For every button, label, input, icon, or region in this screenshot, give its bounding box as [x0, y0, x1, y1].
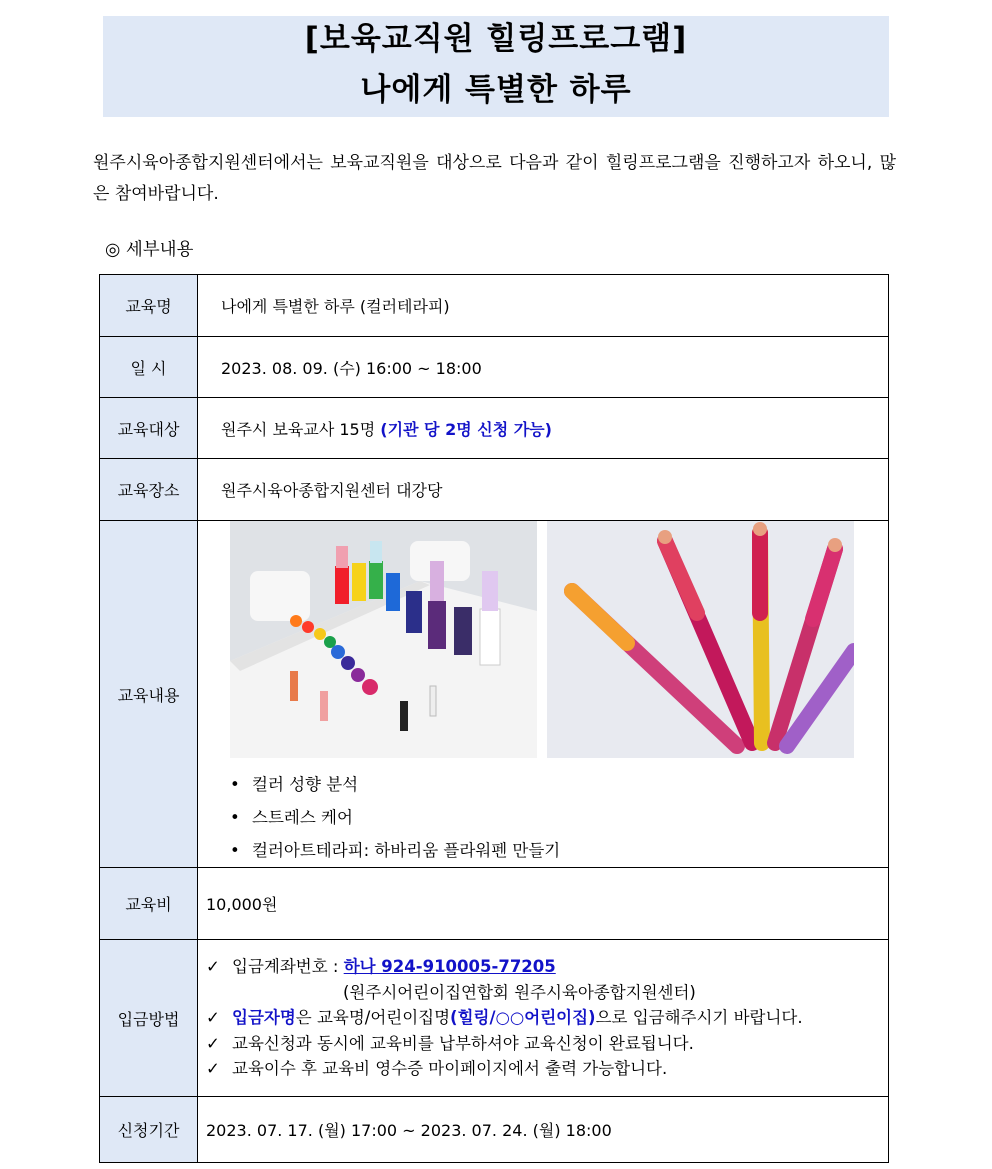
program-subtitle: 나에게 특별한 하루: [360, 72, 632, 108]
account-number: 하나 924-910005-77205: [343, 957, 556, 977]
row-value: 2023. 07. 17. (월) 17:00 ~ 2023. 07. 24. (월) 18:00: [198, 1097, 889, 1163]
row-label: 교육비: [100, 868, 198, 940]
row-label: 교육장소: [100, 459, 198, 521]
row-label: 교육대상: [100, 398, 198, 459]
check-icon: ✓: [206, 1008, 220, 1028]
flower-pens-photo: [547, 521, 854, 758]
list-item: • 컬러 성향 분석: [230, 768, 888, 801]
row-value: 10,000원: [198, 868, 889, 940]
row-value: 2023. 08. 09. (수) 16:00 ~ 18:00: [198, 337, 889, 398]
row-value: 나에게 특별한 하루 (컬러테라피): [198, 275, 889, 337]
program-title: [보육교직원 힐링프로그램]: [304, 21, 688, 57]
table-row: [100, 868, 889, 940]
depositor-example: (힐링/○○어린이집): [450, 1008, 596, 1028]
check-icon: ✓: [206, 1033, 220, 1053]
payment-checklist: [198, 946, 888, 1090]
receipt-note: 교육이수 후 교육비 영수증 마이페이지에서 출력 가능합니다.: [232, 1059, 668, 1079]
depositor-text: 은 교육명/어린이집명: [295, 1008, 451, 1028]
list-item: • 컬러아트테라피: 하바리움 플라워펜 만들기: [230, 834, 888, 867]
photo-area: [198, 521, 888, 768]
table-row: [100, 459, 889, 521]
check-icon: ✓: [206, 1059, 220, 1079]
list-item: [206, 1005, 888, 1031]
account-holder: (원주시어린이집연합회 원주시육아종합지원센터): [343, 982, 696, 1002]
target-note: (기관 당 2명 신청 가능): [380, 419, 552, 439]
row-value: [198, 521, 889, 868]
intro-paragraph: 원주시육아종합지원센터에서는 보육교직원을 대상으로 다음과 같이 힐링프로그램을 진행하고자 하오니, 많은 참여바랍니다.: [93, 153, 896, 204]
table-row: [100, 337, 889, 398]
table-row: [100, 940, 889, 1097]
row-value: [198, 398, 889, 459]
list-item: • 스트레스 케어: [230, 801, 888, 834]
depositor-tail: 으로 입금해주시기 바랍니다.: [595, 1008, 803, 1028]
section-heading: ◎ 세부내용: [105, 240, 194, 260]
title-banner: [103, 16, 889, 117]
table-row: [100, 398, 889, 459]
table-row: [100, 1097, 889, 1163]
row-label: 신청기간: [100, 1097, 198, 1163]
color-bottles-photo: [230, 521, 537, 758]
account-prefix: 입금계좌번호 :: [232, 957, 344, 977]
row-label: 교육내용: [100, 521, 198, 868]
list-item: [206, 1031, 888, 1057]
row-value: 원주시육아종합지원센터 대강당: [198, 459, 889, 521]
table-row: [100, 521, 889, 868]
row-value: [198, 940, 889, 1097]
list-item: [206, 954, 888, 980]
target-text: 원주시 보육교사 15명: [221, 419, 381, 439]
details-table: [99, 274, 889, 1163]
content-bullets: [198, 768, 888, 867]
row-label: 교육명: [100, 275, 198, 337]
depositor-label: 입금자명: [232, 1008, 296, 1028]
row-label: 일 시: [100, 337, 198, 398]
payment-note: 교육신청과 동시에 교육비를 납부하셔야 교육신청이 완료됩니다.: [232, 1033, 694, 1053]
row-label: 입금방법: [100, 940, 198, 1097]
check-icon: ✓: [206, 957, 220, 977]
list-item: [206, 1056, 888, 1082]
table-row: [100, 275, 889, 337]
